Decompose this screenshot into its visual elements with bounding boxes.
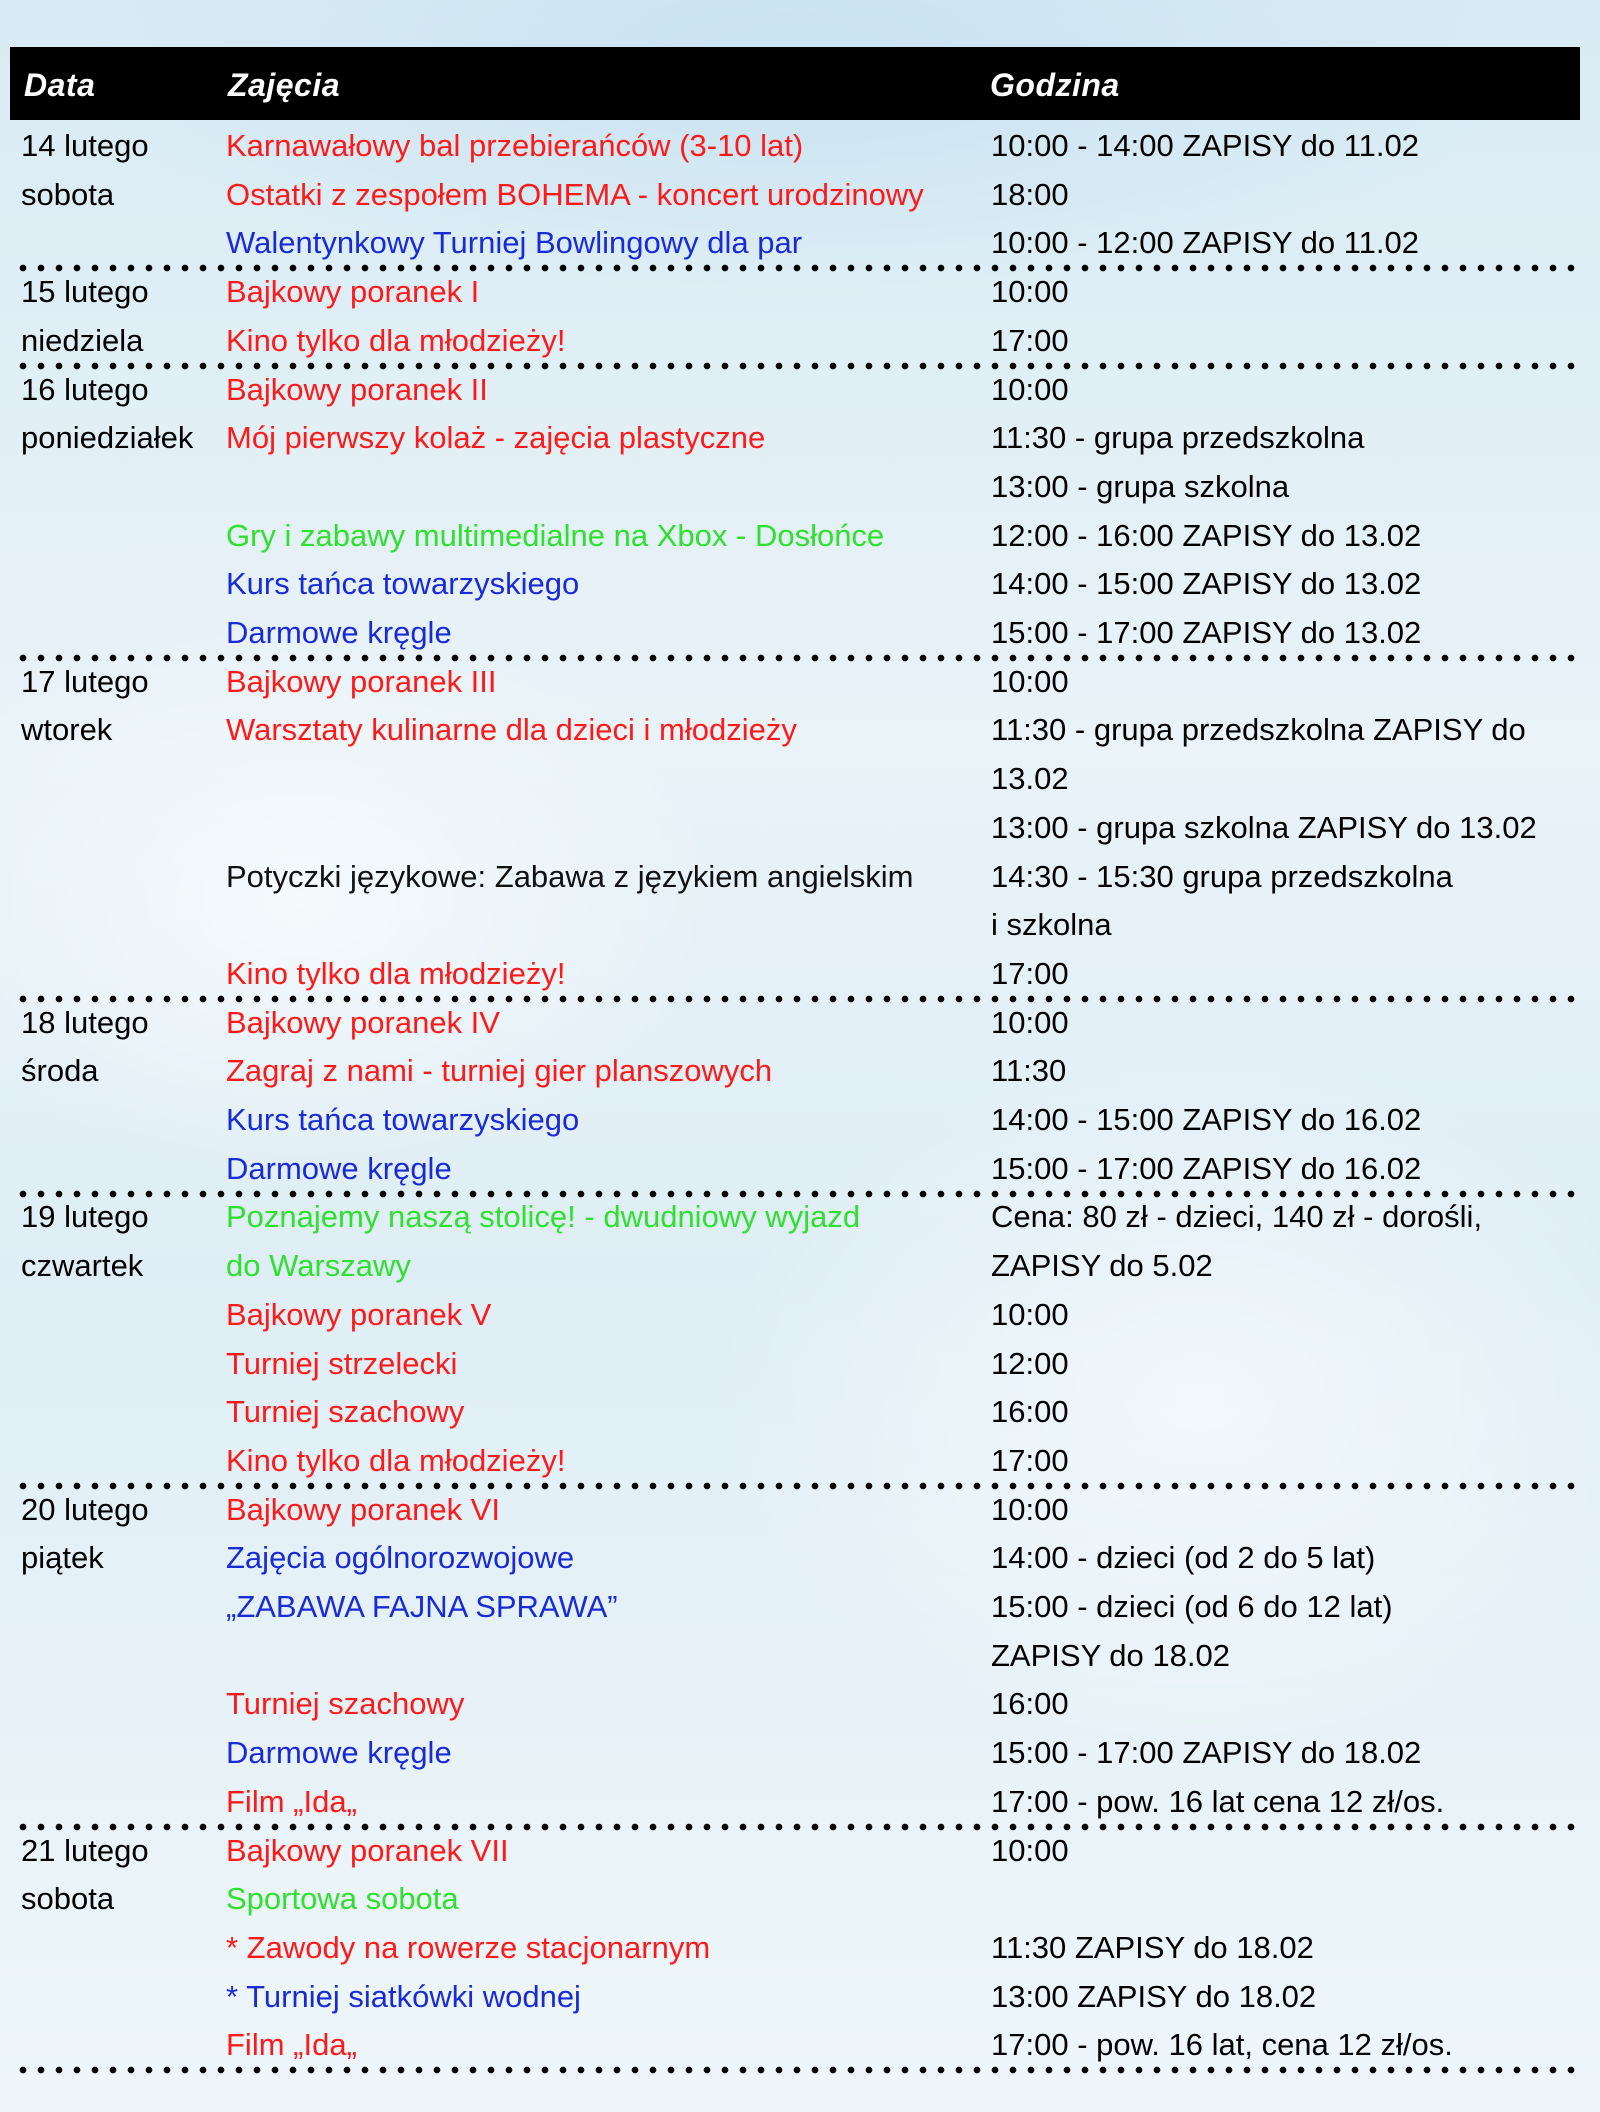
day-separator — [14, 264, 1584, 272]
activity-time: ZAPISY do 5.02 — [991, 1248, 1213, 1284]
header-activity: Zajęcia — [228, 67, 341, 103]
day-separator — [14, 2066, 1584, 2074]
activity-time: 10:00 — [991, 1491, 1069, 1527]
activity-name: Sportowa sobota — [226, 1881, 459, 1917]
activity-time: i szkolna — [991, 907, 1112, 943]
day-separator — [14, 995, 1584, 1003]
activity-name: Darmowe kręgle — [226, 1735, 452, 1771]
activity-time: 10:00 - 14:00 ZAPISY do 11.02 — [991, 128, 1419, 163]
day-date: 15 lutego — [21, 274, 149, 310]
activity-time: 17:00 - pow. 16 lat cena 12 zł/os. — [991, 1783, 1445, 1819]
activity-name: Kino tylko dla młodzieży! — [226, 955, 566, 991]
day-date: 14 lutego — [21, 128, 149, 163]
activity-time: 13:00 - grupa szkolna ZAPISY do 13.02 — [991, 809, 1537, 845]
day-separator — [14, 654, 1584, 662]
activity-time: 15:00 - 17:00 ZAPISY do 13.02 — [991, 615, 1422, 650]
activity-name: Bajkowy poranek IV — [226, 1004, 500, 1040]
activity-name: Warsztaty kulinarne dla dzieci i młodzieży — [226, 712, 797, 748]
activity-time: 11:30 — [991, 1053, 1067, 1089]
activity-name: Walentynkowy Turniej Bowlingowy dla par — [226, 225, 803, 261]
activity-time: ZAPISY do 18.02 — [991, 1637, 1230, 1673]
day-date: 21 lutego — [21, 1832, 149, 1868]
activity-name: Karnawałowy bal przebierańców (3-10 lat) — [226, 128, 804, 163]
activity-time: 12:00 — [991, 1345, 1069, 1381]
activity-time: 15:00 - 17:00 ZAPISY do 18.02 — [991, 1735, 1422, 1771]
activity-time: 10:00 — [991, 1296, 1069, 1332]
activity-name: Zagraj z nami - turniej gier planszowych — [226, 1053, 773, 1089]
activity-name: do Warszawy — [226, 1248, 411, 1284]
activity-time: 17:00 — [991, 322, 1069, 358]
day-separator — [14, 1482, 1584, 1490]
activity-name: Zajęcia ogólnorozwojowe — [226, 1540, 575, 1576]
activity-name: Gry i zabawy multimedialne na Xbox - Dosłońce — [226, 517, 885, 553]
activity-name: Ostatki z zespołem BOHEMA - koncert urodzinowy — [226, 176, 924, 212]
day-weekday: poniedziałek — [21, 420, 194, 456]
activity-name: Turniej strzelecki — [226, 1345, 458, 1381]
activity-name: Film „Ida„ — [226, 2027, 357, 2063]
activity-time: 17:00 — [991, 955, 1069, 991]
activity-name: Turniej szachowy — [226, 1686, 465, 1722]
activity-name: Turniej szachowy — [226, 1394, 465, 1430]
activity-name: Bajkowy poranek VI — [226, 1491, 500, 1527]
activity-time: 14:00 - dzieci (od 2 do 5 lat) — [991, 1540, 1376, 1576]
activity-time: 10:00 — [991, 371, 1069, 407]
activity-time: 14:30 - 15:30 grupa przedszkolna — [991, 858, 1453, 894]
day-date: 18 lutego — [21, 1004, 149, 1040]
activity-time: 17:00 — [991, 1442, 1069, 1478]
activity-name: Potyczki językowe: Zabawa z językiem angielskim — [226, 858, 914, 894]
activity-name: „ZABAWA FAJNA SPRAWA” — [226, 1589, 618, 1624]
day-date: 16 lutego — [21, 371, 149, 407]
day-weekday: niedziela — [21, 322, 144, 358]
activity-time: 13.02 — [991, 761, 1069, 797]
activity-name: * Turniej siatkówki wodnej — [226, 1978, 581, 2014]
activity-name: Darmowe kręgle — [226, 615, 452, 650]
activity-time: 10:00 — [991, 1832, 1069, 1868]
activity-name: Kurs tańca towarzyskiego — [226, 1102, 580, 1137]
activity-name: Bajkowy poranek II — [226, 371, 488, 407]
activity-name: Kino tylko dla młodzieży! — [226, 1442, 566, 1478]
activity-name: Mój pierwszy kolaż - zajęcia plastyczne — [226, 420, 766, 456]
day-separator — [14, 1190, 1584, 1198]
activity-time: 11:30 ZAPISY do 18.02 — [991, 1929, 1314, 1965]
activity-name: Poznajemy naszą stolicę! - dwudniowy wyjazd — [226, 1199, 861, 1235]
day-weekday: środa — [21, 1053, 99, 1089]
day-weekday: sobota — [21, 176, 115, 212]
activity-time: 18:00 — [991, 176, 1069, 212]
activity-name: Bajkowy poranek V — [226, 1296, 492, 1332]
activity-name: Kurs tańca towarzyskiego — [226, 566, 580, 602]
day-weekday: piątek — [21, 1540, 104, 1576]
day-weekday: czwartek — [21, 1248, 144, 1284]
activity-time: 14:00 - 15:00 ZAPISY do 16.02 — [991, 1102, 1422, 1137]
activity-time: 15:00 - dzieci (od 6 do 12 lat) — [991, 1589, 1393, 1624]
activity-time: 10:00 — [991, 1004, 1069, 1040]
activity-time: 10:00 - 12:00 ZAPISY do 11.02 — [991, 225, 1419, 261]
activity-time: 15:00 - 17:00 ZAPISY do 16.02 — [991, 1150, 1422, 1186]
header-time: Godzina — [990, 67, 1120, 103]
activity-time: 17:00 - pow. 16 lat, cena 12 zł/os. — [991, 2027, 1453, 2063]
activity-name: Bajkowy poranek III — [226, 663, 497, 699]
activity-time: 11:30 - grupa przedszkolna ZAPISY do — [991, 712, 1526, 748]
header-date: Data — [24, 67, 96, 103]
day-separator — [14, 1823, 1584, 1831]
activity-time: 16:00 — [991, 1686, 1069, 1722]
activity-time: 12:00 - 16:00 ZAPISY do 13.02 — [991, 517, 1422, 553]
activity-name: Bajkowy poranek VII — [226, 1832, 509, 1868]
activity-time: 11:30 - grupa przedszkolna — [991, 420, 1365, 456]
activity-time: 13:00 - grupa szkolna — [991, 468, 1290, 504]
day-weekday: sobota — [21, 1881, 115, 1917]
activity-time: 13:00 ZAPISY do 18.02 — [991, 1978, 1317, 2014]
activity-name: Film „Ida„ — [226, 1783, 357, 1819]
activity-time: 10:00 — [991, 663, 1069, 699]
activity-name: Bajkowy poranek I — [226, 274, 480, 310]
activity-time: 14:00 - 15:00 ZAPISY do 13.02 — [991, 566, 1422, 602]
activity-name: Kino tylko dla młodzieży! — [226, 322, 566, 358]
activity-time: 16:00 — [991, 1394, 1069, 1430]
day-date: 19 lutego — [21, 1199, 149, 1235]
day-date: 20 lutego — [21, 1491, 149, 1527]
activity-time: Cena: 80 zł - dzieci, 140 zł - dorośli, — [991, 1199, 1483, 1235]
day-separator — [14, 362, 1584, 370]
activity-name: Darmowe kręgle — [226, 1150, 452, 1186]
day-date: 17 lutego — [21, 663, 149, 699]
day-weekday: wtorek — [21, 712, 113, 748]
activity-name: * Zawody na rowerze stacjonarnym — [226, 1929, 711, 1965]
activity-time: 10:00 — [991, 274, 1069, 310]
